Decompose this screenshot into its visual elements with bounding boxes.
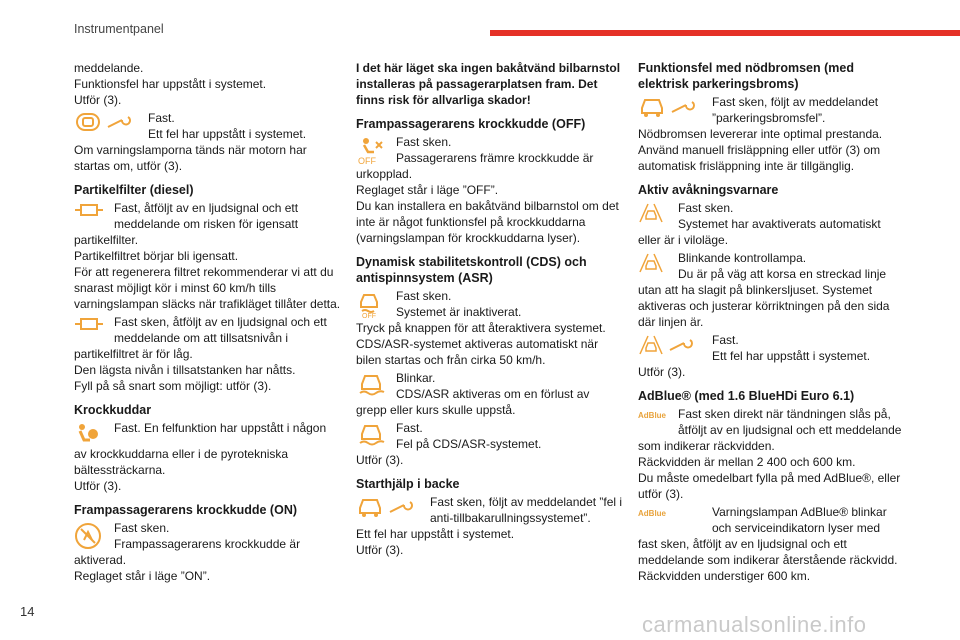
text: Ett fel har uppstått i systemet.: [356, 527, 515, 541]
warning-entry: [356, 370, 624, 402]
svg-text:OFF: OFF: [358, 156, 376, 166]
warning-entry: [356, 420, 624, 452]
section-title: Funktionsfel med nödbromsen (med elektrisk parkeringsbroms): [638, 61, 854, 91]
warning-entry: [638, 406, 906, 438]
text: Räckvidden understiger 600 km.: [638, 569, 811, 583]
section-title: AdBlue® (med 1.6 BlueHDi Euro 6.1): [638, 389, 855, 403]
text: Passagerarens främre krockkudde är: [396, 151, 594, 165]
warning-entry: [74, 200, 342, 232]
page-number: 14: [20, 604, 35, 619]
watermark: carmanualsonline.info: [642, 612, 867, 637]
lane-departure-icon: [638, 202, 664, 224]
text: Frampassagerarens krockkudde är: [114, 537, 301, 551]
warning-entry: [356, 288, 624, 320]
text: fast sken, åtföljt av en ljudsignal och ett meddelande som indikerar återstående räckvidd.: [638, 537, 898, 567]
text: Fyll på så snart som möjligt: utför (3).: [74, 379, 272, 393]
wrench-icon: [388, 500, 414, 514]
service-warning-icon: [74, 112, 102, 132]
warning-entry: [74, 314, 342, 346]
adblue-icon: AdBlue: [638, 509, 666, 518]
particle-filter-icon: [74, 202, 104, 218]
text: aktiverad.: [74, 553, 127, 567]
text: Funktionsfel har uppstått i systemet.: [74, 77, 267, 91]
warning-text: I det här läget ska ingen bakåtvänd bilbarnstol installeras på passagerarplatsen fram. Det finns risk för allvarliga skador!: [356, 61, 621, 107]
text: partikelfiltret är för låg.: [74, 347, 193, 361]
text: Du är på väg att korsa en streckad linje: [678, 267, 887, 281]
text: Ett fel har uppstått i systemet.: [148, 127, 307, 141]
text: Tryck på knappen för att återaktivera systemet. CDS/ASR-systemet aktiveras automatiskt när bilen startas och från cirka 50 km/h.: [356, 321, 606, 367]
text: Fast sken, följt av meddelandet: [712, 95, 879, 109]
text: Fast. En felfunktion har uppstått i någon: [114, 421, 327, 435]
text: partikelfilter.: [74, 233, 139, 247]
text: Ett fel har uppstått i systemet.: [712, 349, 871, 363]
text: Reglaget står i läge ”OFF”.: [356, 183, 499, 197]
text: Utför (3).: [74, 479, 122, 493]
text: Utför (3).: [356, 543, 404, 557]
section-title: Krockkuddar: [74, 403, 152, 417]
warning-entry: [638, 332, 906, 364]
text: För att regenerera filtret rekommenderar vi att du snarast möjligt kör i minst 60 km/h tills varningslampan släcks när trafikläget tillåter detta.: [74, 265, 341, 311]
section-title: Frampassagerarens krockkudde (ON): [74, 503, 298, 517]
text: Du kan installera en bakåtvänd bilbarnstol om det inte är något funktionsfel på krockkuddarna (varningslampan för krockkuddarna lyser).: [356, 199, 619, 245]
wrench-icon: [670, 100, 696, 114]
text: Blinkar.: [396, 371, 436, 385]
text: ”parkeringsbromsfel”.: [712, 111, 826, 125]
text: Fast.: [712, 333, 739, 347]
warning-entry: [638, 504, 906, 536]
section-title: Partikelfilter (diesel): [74, 183, 194, 197]
text: Nödbromsen levererar inte optimal prestanda. Använd manuell frisläppning eller utför (3) om automatisk frisläppning inte är tillgänglig.: [638, 127, 883, 173]
text: grepp eller kurs skulle uppstå.: [356, 403, 516, 417]
hill-start-icon: [356, 496, 384, 518]
wrench-icon: [106, 115, 132, 129]
warning-entry: [74, 110, 342, 142]
text: Fast, åtföljt av en ljudsignal och ett meddelande om risken för igensatt: [114, 201, 299, 231]
column-2: [356, 60, 624, 558]
warning-entry: [638, 250, 906, 282]
text: Utför (3).: [356, 453, 404, 467]
section-header: Instrumentpanel: [74, 22, 164, 36]
text: Fel på CDS/ASR-systemet.: [396, 437, 542, 451]
passenger-airbag-off-icon: [356, 136, 384, 166]
text: Partikelfiltret börjar bli igensatt.: [74, 249, 239, 263]
warning-entry: [74, 420, 342, 446]
emergency-brake-icon: [638, 96, 666, 118]
text: Räckvidden är mellan 2 400 och 600 km.: [638, 455, 856, 469]
text: Fast sken, följt av meddelandet ”fel i anti-tillbakarullningssystemet”.: [430, 495, 623, 525]
text: utan att ha slagit på blinkersljuset. Systemet aktiveras och justerar körriktningen på den sida där linjen är.: [638, 283, 890, 329]
text: urkopplad.: [356, 167, 413, 181]
text: Utför (3).: [638, 365, 686, 379]
section-title: Aktiv avåkningsvarnare: [638, 183, 779, 197]
section-title: Frampassagerarens krockkudde (OFF): [356, 117, 586, 131]
text: Fast sken direkt när tändningen slås på, åtföljt av en ljudsignal och ett meddelande: [678, 407, 902, 437]
section-title: Dynamisk stabilitetskontroll (CDS) och antispinnsystem (ASR): [356, 255, 587, 285]
text: Du måste omedelbart fylla på med AdBlue®, eller utför (3).: [638, 471, 901, 501]
text: Fast sken.: [114, 521, 170, 535]
airbag-icon: [74, 422, 100, 446]
particle-filter-icon: [74, 316, 104, 332]
adblue-icon: AdBlue: [638, 411, 666, 420]
text: Utför (3).: [74, 93, 122, 107]
wrench-icon: [668, 338, 694, 352]
warning-entry: [356, 134, 624, 166]
section-title: Starthjälp i backe: [356, 477, 460, 491]
column-1: [74, 60, 342, 584]
text: av krockkuddarna eller i de pyrotekniska bältessträckarna.: [74, 447, 289, 477]
text: Fast sken, åtföljt av en ljudsignal och ett meddelande om att tillsatsnivån i: [114, 315, 327, 345]
text: Systemet har avaktiverats automatiskt: [678, 217, 881, 231]
text: eller är i viloläge.: [638, 233, 729, 247]
dsc-icon: [356, 372, 386, 396]
accent-bar: [490, 30, 960, 36]
warning-entry: [74, 520, 342, 552]
text: Fast sken.: [396, 289, 452, 303]
dsc-icon: [356, 422, 386, 446]
text: som indikerar räckvidden.: [638, 439, 775, 453]
text: Reglaget står i läge ”ON”.: [74, 569, 211, 583]
text: Fast.: [396, 421, 423, 435]
warning-entry: [638, 94, 906, 126]
svg-text:OFF: OFF: [362, 313, 376, 318]
text: Systemet är inaktiverat.: [396, 305, 522, 319]
text: CDS/ASR aktiveras om en förlust av: [396, 387, 590, 401]
lane-departure-icon: [638, 252, 664, 274]
dsc-off-icon: [356, 290, 382, 318]
text: Fast sken.: [678, 201, 734, 215]
text: Blinkande kontrollampa.: [678, 251, 807, 265]
text: Den lägsta nivån i tillsatstanken har nåtts.: [74, 363, 296, 377]
passenger-airbag-on-icon: [74, 522, 102, 550]
text: Fast sken.: [396, 135, 452, 149]
text: Varningslampan AdBlue® blinkar och serviceindikatorn lyser med: [712, 505, 887, 535]
column-3: [638, 60, 906, 584]
lane-departure-icon: [638, 334, 664, 356]
text: Om varningslamporna tänds när motorn har startas om, utför (3).: [74, 143, 307, 173]
text: meddelande.: [74, 61, 144, 75]
warning-entry: [638, 200, 906, 232]
warning-entry: [356, 494, 624, 526]
text: Fast.: [148, 111, 175, 125]
